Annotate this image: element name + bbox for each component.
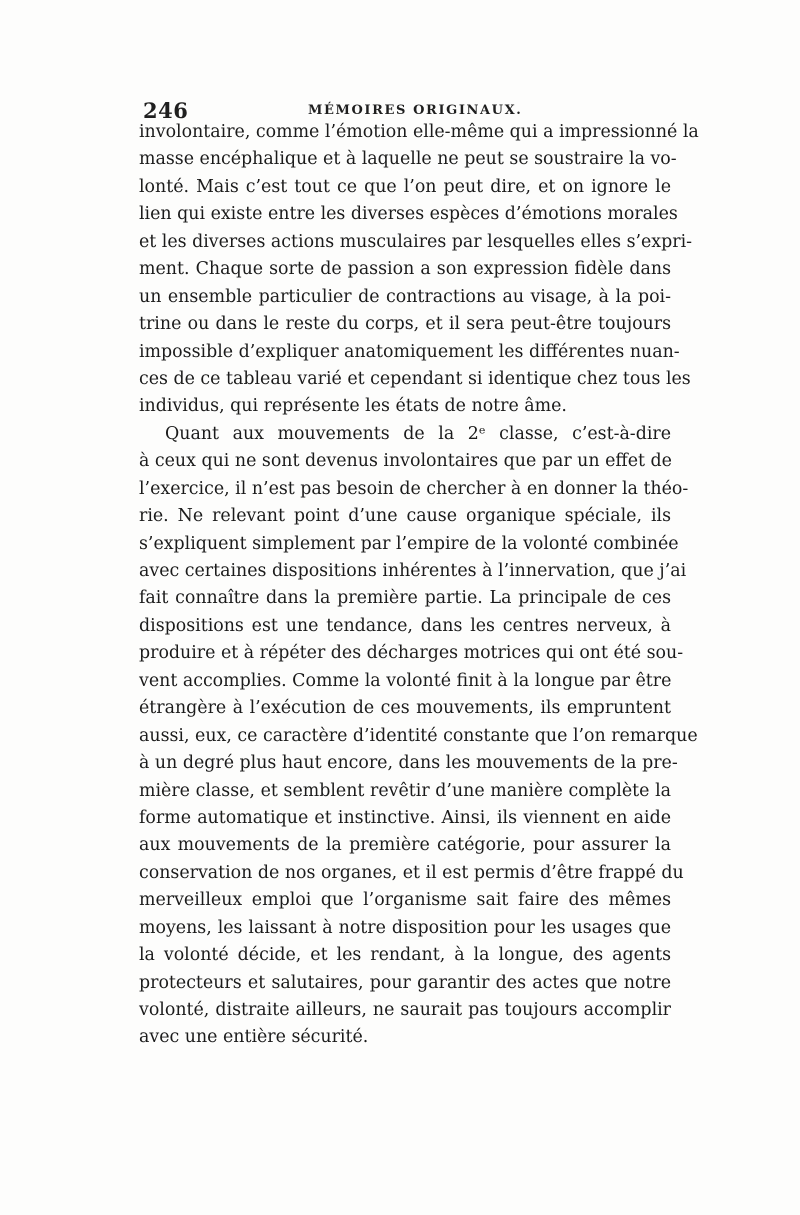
text-line: masse encéphalique et à laquelle ne peut se soustraire la vo- bbox=[139, 149, 677, 170]
text-line: impossible d’expliquer anatomiquement les différentes nuan- bbox=[139, 341, 680, 362]
text-line: avec certaines dispositions inhérentes à l’innervation, que j’ai bbox=[139, 561, 687, 581]
text-line: rie. Ne relevant point d’une cause organique spéciale, ils bbox=[139, 506, 671, 527]
text-line: ment. Chaque sorte de passion a son expression fidèle dans bbox=[139, 259, 671, 280]
text-line: dispositions est une tendance, dans les centres nerveux, à bbox=[139, 615, 671, 636]
text-line: lien qui existe entre les diverses espèces d’émotions morales bbox=[139, 204, 678, 225]
text-line: mière classe, et semblent revêtir d’une manière complète la bbox=[139, 780, 671, 801]
paragraph-1 bbox=[139, 120, 699, 419]
text-line: la volonté décide, et les rendant, à la longue, des agents bbox=[139, 945, 671, 966]
text-line: à un degré plus haut encore, dans les mouvements de la pre- bbox=[139, 753, 678, 774]
text-line: s’expliquent simplement par l’empire de la volonté combinée bbox=[139, 533, 679, 554]
text-line: involontaire, comme l’émotion elle-même qui a impressionné la bbox=[139, 122, 699, 142]
text-line: fait connaître dans la première partie. La principale de ces bbox=[139, 588, 671, 609]
text-line: volonté, distraite ailleurs, ne saurait pas toujours accomplir bbox=[139, 1000, 671, 1020]
text-line: conservation de nos organes, et il est permis d’être frappé du bbox=[139, 862, 684, 883]
text-line: merveilleux emploi que l’organisme sait faire des mêmes bbox=[139, 890, 671, 911]
text-line: étrangère à l’exécution de ces mouvements, ils empruntent bbox=[139, 698, 671, 719]
paragraph-2 bbox=[139, 422, 698, 1051]
text-line: l’exercice, il n’est pas besoin de chercher à en donner la théo- bbox=[139, 478, 689, 499]
text-line: moyens, les laissant à notre disposition pour les usages que bbox=[139, 917, 671, 938]
text-line: aussi, eux, ce caractère d’identité constante que l’on remarque bbox=[139, 725, 698, 746]
text-line: protecteurs et salutaires, pour garantir des actes que notre bbox=[139, 972, 671, 993]
body-text bbox=[139, 120, 699, 1053]
text-line: individus, qui représente les états de notre âme. bbox=[139, 396, 567, 417]
page-number: 246 bbox=[143, 98, 189, 123]
text-line: aux mouvements de la première catégorie, pour assurer la bbox=[139, 835, 671, 856]
text-line: trine ou dans le reste du corps, et il sera peut-être toujours bbox=[139, 314, 671, 335]
text-line: un ensemble particulier de contractions au visage, à la poi- bbox=[139, 286, 671, 307]
text-line: à ceux qui ne sont devenus involontaires que par un effet de bbox=[139, 451, 672, 472]
text-line: forme automatique et instinctive. Ainsi, ils viennent en aide bbox=[139, 807, 671, 828]
text-line: produire et à répéter des décharges motrices qui ont été sou- bbox=[139, 643, 684, 664]
text-line: et les diverses actions musculaires par lesquelles elles s’expri- bbox=[139, 231, 693, 252]
text-line: vent accomplies. Comme la volonté finit à la longue par être bbox=[139, 670, 672, 691]
running-title: MÉMOIRES ORIGINAUX. bbox=[308, 103, 523, 118]
text-line: Quant aux mouvements de la 2ᵉ classe, c’est-à-dire bbox=[165, 423, 671, 444]
text-line: lonté. Mais c’est tout ce que l’on peut dire, et on ignore le bbox=[139, 176, 671, 197]
text-line: ces de ce tableau varié et cependant si identique chez tous les bbox=[139, 368, 691, 389]
text-line: avec une entière sécurité. bbox=[139, 1027, 369, 1048]
